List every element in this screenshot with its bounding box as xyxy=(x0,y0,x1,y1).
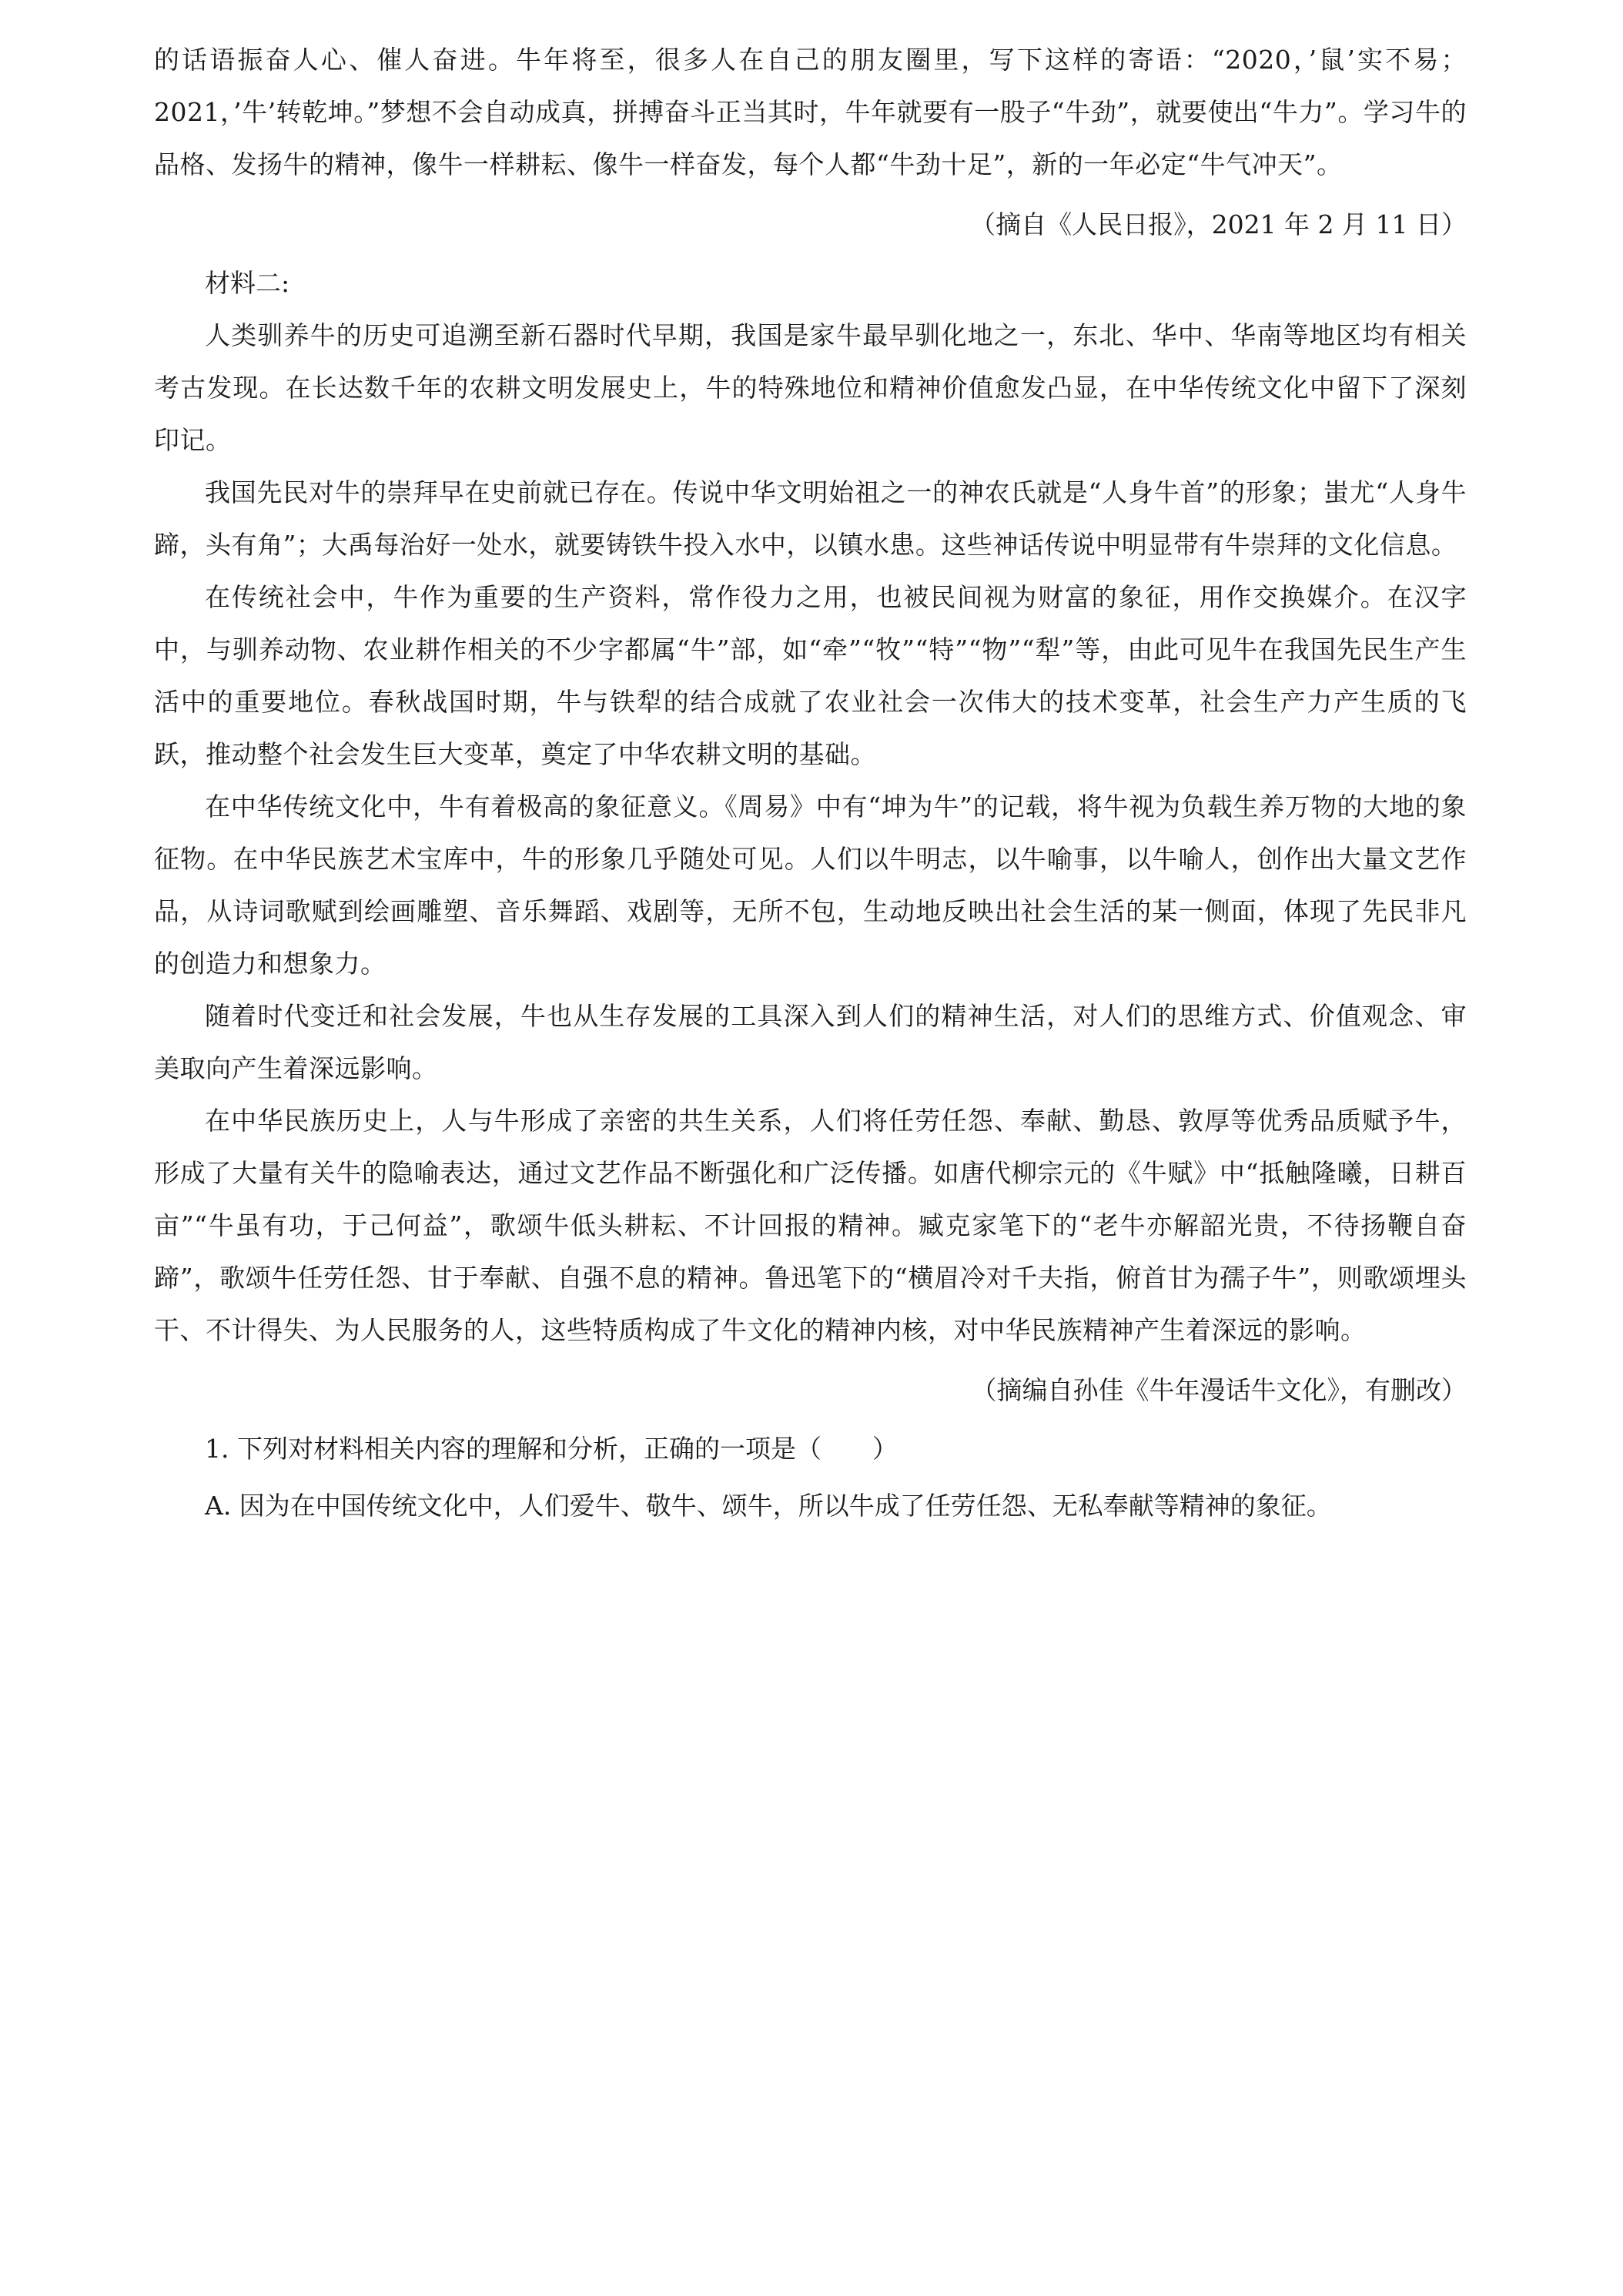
question-1-stem: 1. 下列对材料相关内容的理解和分析，正确的一项是（ ） xyxy=(205,1434,898,1464)
article-body xyxy=(154,34,1467,1532)
material-two-source: （摘编自孙佳《牛年漫话牛文化》，有删改） xyxy=(971,1375,1467,1405)
material-two-paragraph-2: 我国先民对牛的崇拜早在史前就已存在。传说中华文明始祖之一的神农氏就是“人身牛首”的形象；蚩尤“人身牛蹄，头有角”；大禹每治好一处水，就要铸铁牛投入水中，以镇水患。这些神话传说中明显带有牛崇拜的文化信息。 xyxy=(154,477,1467,560)
material-one-paragraph: 的话语振奋人心、催人奋进。牛年将至，很多人在自己的朋友圈里，写下这样的寄语：“2020，’鼠’实不易；2021，’牛’转乾坤。”梦想不会自动成真，拼搏奋斗正当其时，牛年就要有一股子“牛劲”，就要使出“牛力”。学习牛的品格、发扬牛的精神，像牛一样耕耘、像牛一样奋发，每个人都“牛劲十足”，新的一年必定“牛气冲天”。 xyxy=(154,45,1467,179)
material-two-paragraph-6: 在中华民族历史上，人与牛形成了亲密的共生关系，人们将任劳任怨、奉献、勤恳、敦厚等优秀品质赋予牛，形成了大量有关牛的隐喻表达，通过文艺作品不断强化和广泛传播。如唐代柳宗元的《牛赋》中“抵触隆曦，日耕百亩”“牛虽有功，于己何益”，歌颂牛低头耕耘、不计回报的精神。臧克家笔下的“老牛亦解韶光贵，不待扬鞭自奋蹄”，歌颂牛任劳任怨、甘于奉献、自强不息的精神。鲁迅笔下的“横眉冷对千夫指，俯首甘为孺子牛”，则歌颂埋头干、不计得失、为人民服务的人，这些特质构成了牛文化的精神内核，对中华民族精神产生着深远的影响。 xyxy=(154,1106,1467,1345)
material-two-paragraph-5: 随着时代变迁和社会发展，牛也从生存发展的工具深入到人们的精神生活，对人们的思维方式、价值观念、审美取向产生着深远影响。 xyxy=(154,1001,1467,1083)
material-two-paragraph-3: 在传统社会中，牛作为重要的生产资料，常作役力之用，也被民间视为财富的象征，用作交换媒介。在汉字中，与驯养动物、农业耕作相关的不少字都属“牛”部，如“牵”“牧”“特”“物”“犁”等，由此可见牛在我国先民生产生活中的重要地位。春秋战国时期，牛与铁犁的结合成就了农业社会一次伟大的技术变革，社会生产力产生质的飞跃，推动整个社会发生巨大变革，奠定了中华农耕文明的基础。 xyxy=(154,582,1467,769)
question-1-option-a: A. 因为在中国传统文化中，人们爱牛、敬牛、颂牛，所以牛成了任劳任怨、无私奉献等精神的象征。 xyxy=(205,1491,1332,1521)
material-two-label: 材料二: xyxy=(205,268,290,298)
material-two-paragraph-4: 在中华传统文化中，牛有着极高的象征意义。《周易》中有“坤为牛”的记载，将牛视为负载生养万物的大地的象征物。在中华民族艺术宝库中，牛的形象几乎随处可见。人们以牛明志，以牛喻事，以牛喻人，创作出大量文艺作品，从诗词歌赋到绘画雕塑、音乐舞蹈、戏剧等，无所不包，生动地反映出社会生活的某一侧面，体现了先民非凡的创造力和想象力。 xyxy=(154,792,1467,979)
material-one-source: （摘自《人民日报》，2021 年 2 月 11 日） xyxy=(970,209,1467,239)
material-two-paragraph-1: 人类驯养牛的历史可追溯至新石器时代早期，我国是家牛最早驯化地之一，东北、华中、华南等地区均有相关考古发现。在长达数千年的农耕文明发展史上，牛的特殊地位和精神价值愈发凸显，在中华传统文化中留下了深刻印记。 xyxy=(154,320,1467,455)
